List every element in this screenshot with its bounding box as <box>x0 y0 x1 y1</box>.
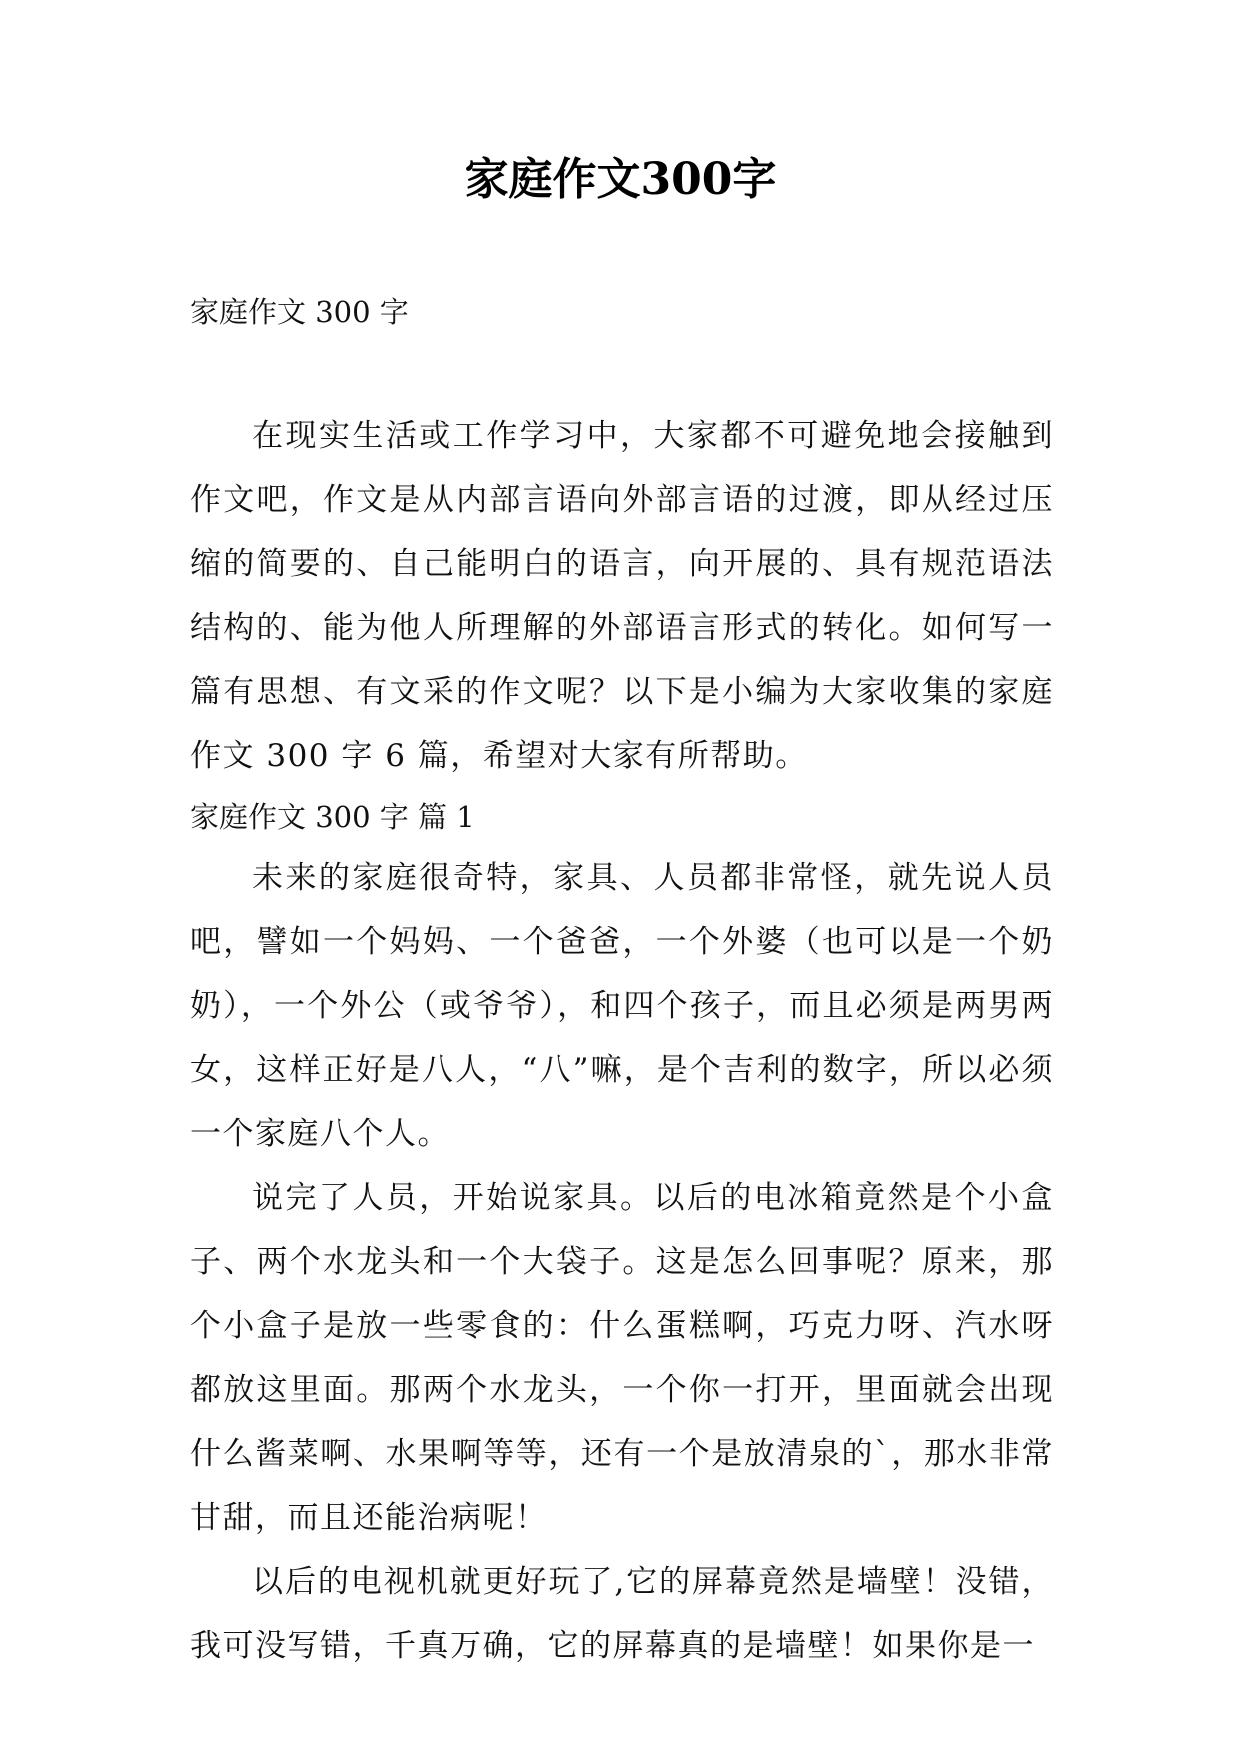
document-subtitle: 家庭作文 300 字 <box>190 295 409 329</box>
intro-paragraph: 在现实生活或工作学习中，大家都不可避免地会接触到作文吧，作文是从内部言语向外部言语的过渡，即从经过压缩的简要的、自己能明白的语言，向开展的、具有规范语法结构的、能为他人所理解的外部语言形式的转化。如何写一篇有思想、有文采的作文呢？以下是小编为大家收集的家庭作文 300 字 6 篇，希望对大家有所帮助。 <box>190 418 1054 774</box>
body-paragraph: 说完了人员，开始说家具。以后的电冰箱竟然是个小盒子、两个水龙头和一个大袋子。这是怎么回事呢？原来，那个小盒子是放一些零食的：什么蛋糕啊，巧克力呀、汽水呀都放这里面。那两个水龙头，一个你一打开，里面就会出现什么酱菜啊、水果啊等等，还有一个是放清泉的`，那水非常甘甜，而且还能治病呢！ <box>190 1180 1054 1536</box>
body-paragraph: 以后的电视机就更好玩了,它的屏幕竟然是墙壁！没错，我可没写错，千真万确，它的屏幕真的是墙壁！如果你是一 <box>190 1564 1054 1664</box>
document-title: 家庭作文300字 <box>464 154 777 205</box>
body-paragraph: 未来的家庭很奇特，家具、人员都非常怪，就先说人员吧，譬如一个妈妈、一个爸爸，一个外婆（也可以是一个奶奶），一个外公（或爷爷），和四个孩子，而且必须是两男两女，这样正好是八人，“八”嘛，是个吉利的数字，所以必须一个家庭八个人。 <box>190 860 1054 1152</box>
section-heading: 家庭作文 300 字 篇 1 <box>190 800 475 834</box>
document-body <box>190 404 1054 1678</box>
